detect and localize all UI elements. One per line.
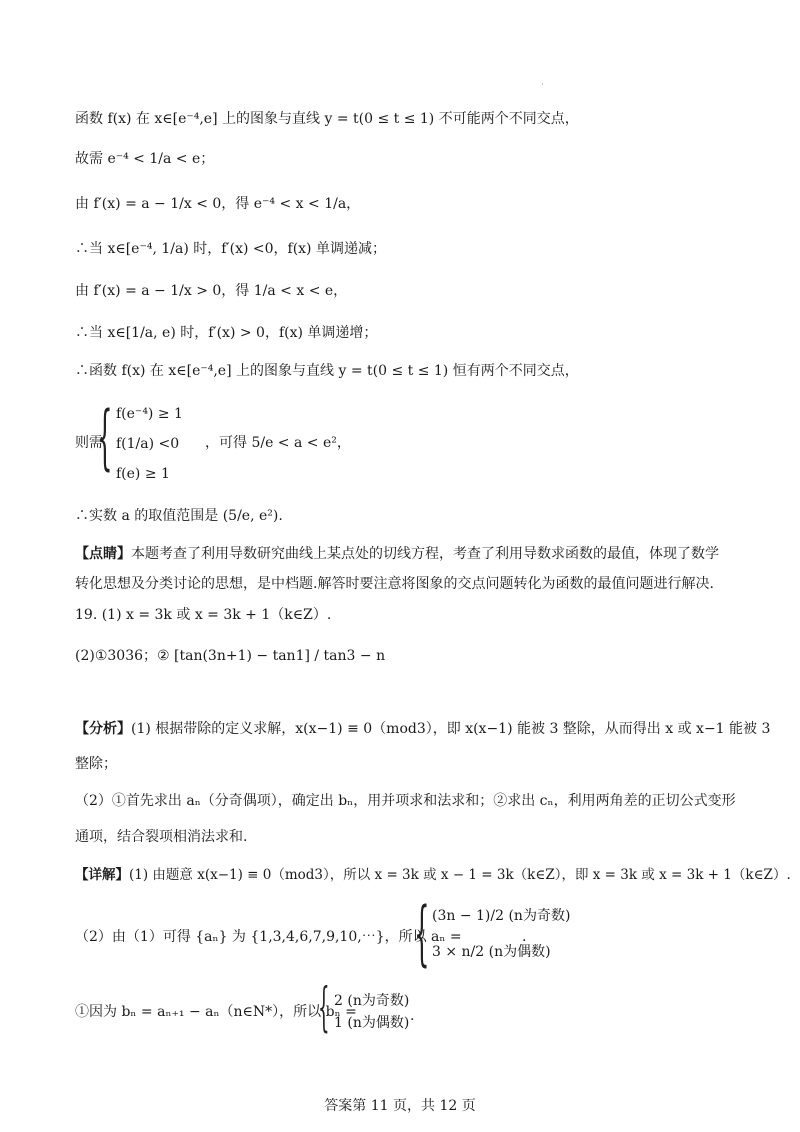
period: . xyxy=(410,1008,415,1024)
comment-line xyxy=(75,543,719,565)
text-line: ∴当 x∈[e⁻⁴, 1/a) 时，f′(x) <0，f(x) 单调递减； xyxy=(75,241,386,257)
detail-line xyxy=(75,864,791,886)
analysis-line: （2）①首先求出 aₙ（分奇偶项），确定出 bₙ，用并项求和法求和；②求出 cₙ，利用两角差的正切公式变形 xyxy=(75,793,736,809)
system-row: f(e) ≥ 1 xyxy=(116,466,170,482)
detail-text: (1) 由题意 x(x−1) ≡ 0（mod3），所以 x = 3k 或 x − 1 = 3k（k∈Z），即 x = 3k 或 x = 3k + 1（k∈Z）. xyxy=(129,867,791,883)
system-prefix: 则需 xyxy=(75,435,103,451)
text-line: ∴函数 f(x) 在 x∈[e⁻⁴,e] 上的图象与直线 y = t(0 ≤ t ≤ 1) 恒有两个不同交点， xyxy=(75,363,579,379)
text-line: 故需 e⁻⁴ < 1/a < e； xyxy=(75,151,215,167)
detail-line: ①因为 bₙ = aₙ₊₁ − aₙ（n∈N*），所以 bₙ = xyxy=(75,1004,357,1020)
case-rows xyxy=(334,990,409,1034)
analysis-text: (1) 根据带除的定义求解，x(x−1) ≡ 0（mod3），即 x(x−1) 能被 3 整除，从而得出 x 或 x−1 能被 3 xyxy=(131,721,771,737)
detail-label: 【详解】 xyxy=(75,867,129,883)
text-line: 由 f′(x) = a − 1/x > 0，得 1/a < x < e， xyxy=(75,283,348,299)
comment-label: 【点睛】 xyxy=(75,546,131,562)
analysis-label: 【分析】 xyxy=(75,721,131,737)
system-rows xyxy=(116,403,183,493)
answer-line: (2)①3036；② [tan(3n+1) − tan1] / tan3 − n xyxy=(75,648,386,664)
case-row: 2 (n为奇数) xyxy=(334,993,410,1009)
case-row: 3 × n/2 (n为偶数) xyxy=(432,944,551,960)
analysis-line: 通项，结合裂项相消法求和. xyxy=(75,829,248,845)
left-brace: { xyxy=(97,396,113,478)
text-line: ∴当 x∈[1/a, e) 时，f′(x) > 0，f(x) 单调递增； xyxy=(75,325,378,341)
answer-line: 19. (1) x = 3k 或 x = 3k + 1（k∈Z）. xyxy=(75,607,332,623)
case-row: (3n − 1)/2 (n为奇数) xyxy=(432,908,571,924)
detail-line: （2）由（1）可得 {aₙ} 为 {1,3,4,6,7,9,10,⋯}，所以 aₙ = xyxy=(75,929,462,945)
system-tail: ，可得 5/e < a < e²， xyxy=(205,435,351,451)
comment-line: 转化思想及分类讨论的思想，是中档题.解答时要注意将图象的交点问题转化为函数的最值问题进行解决. xyxy=(75,576,714,592)
text-line: ∴实数 a 的取值范围是 (5/e, e²). xyxy=(75,508,283,524)
case-rows xyxy=(432,905,570,977)
case-row: 1 (n为偶数) xyxy=(334,1015,410,1031)
system-row: f(1/a) <0 xyxy=(116,436,180,452)
text-line: 由 f′(x) = a − 1/x < 0，得 e⁻⁴ < x < 1/a， xyxy=(75,196,361,212)
analysis-line xyxy=(75,718,770,740)
system-row: f(e⁻⁴) ≥ 1 xyxy=(116,406,183,422)
analysis-line: 整除； xyxy=(75,756,117,772)
page-footer: 答案第 11 页，共 12 页 xyxy=(324,1098,476,1114)
left-brace: { xyxy=(414,892,430,974)
left-brace: { xyxy=(318,978,330,1038)
period: . xyxy=(522,929,527,945)
corner-mark: · xyxy=(541,80,544,90)
text-line: 函数 f(x) 在 x∈[e⁻⁴,e] 上的图象与直线 y = t(0 ≤ t ≤ 1) 不可能两个不同交点， xyxy=(75,111,579,127)
comment-text: 本题考查了利用导数研究曲线上某点处的切线方程，考查了利用导数求函数的最值，体现了数学 xyxy=(131,546,719,562)
